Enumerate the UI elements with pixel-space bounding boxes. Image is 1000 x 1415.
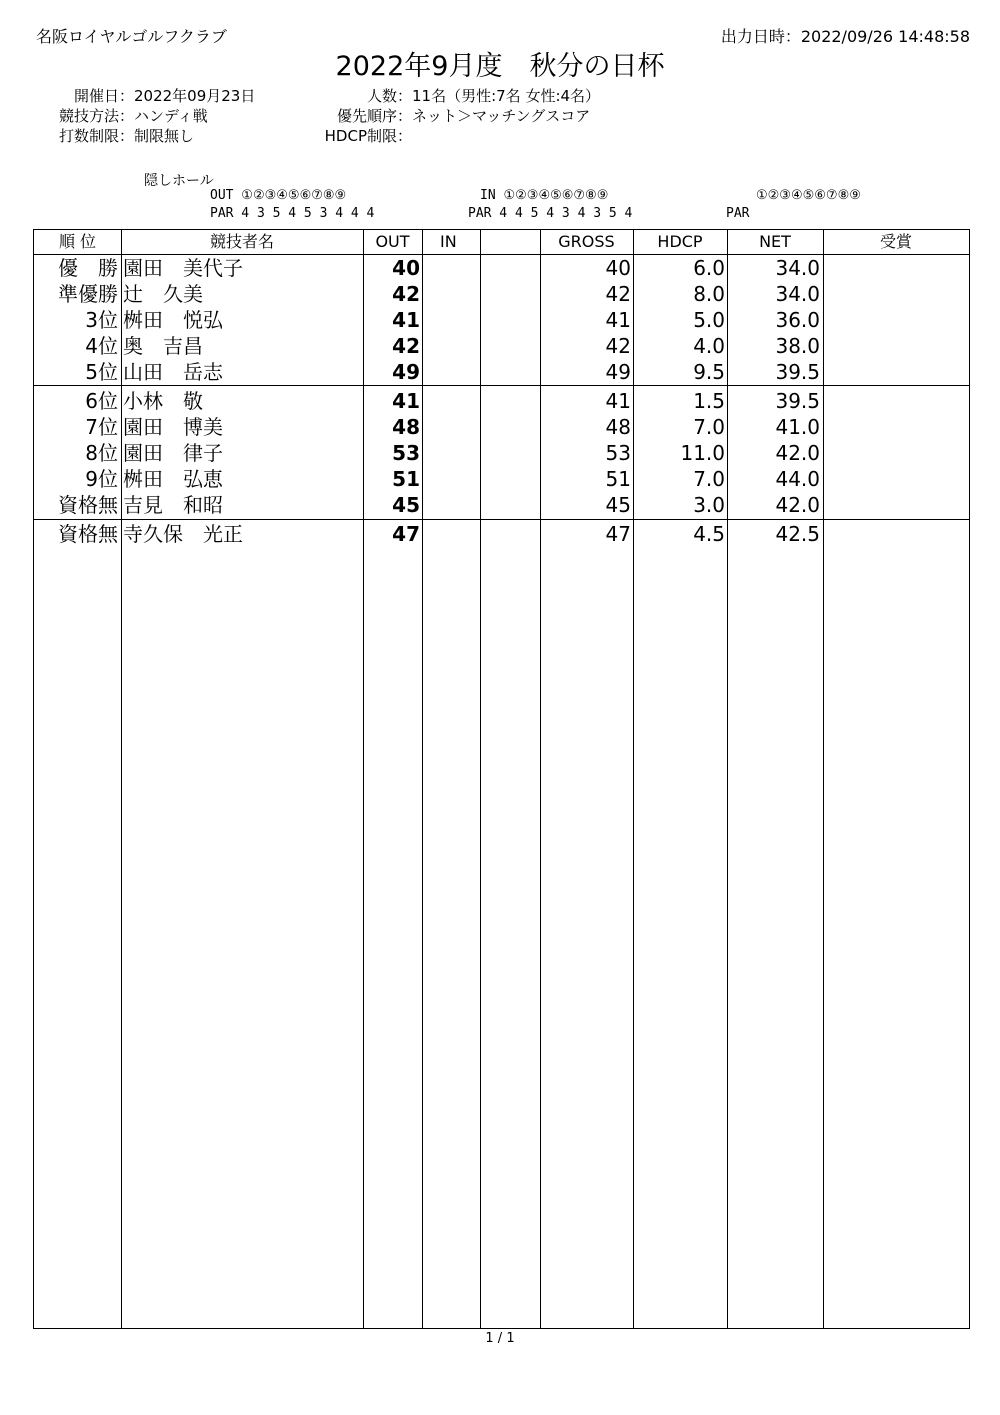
cell-net: 36.0 xyxy=(775,308,820,332)
cell-hdcp: 5.0 xyxy=(693,308,725,332)
method-value: ハンディ戦 xyxy=(134,107,208,125)
page-number: 1 / 1 xyxy=(485,1331,515,1346)
table-row xyxy=(34,492,969,518)
cell-hdcp: 4.0 xyxy=(693,334,725,358)
cell-net: 39.5 xyxy=(775,360,820,384)
cell-hdcp: 11.0 xyxy=(680,441,725,465)
table-row xyxy=(34,281,969,307)
cell-name: 桝田 弘恵 xyxy=(123,467,223,491)
cell-net: 34.0 xyxy=(775,256,820,280)
cell-gross: 40 xyxy=(605,256,631,280)
cell-net: 41.0 xyxy=(775,415,820,439)
cell-gross: 47 xyxy=(605,522,631,546)
cell-hdcp: 7.0 xyxy=(693,415,725,439)
table-row xyxy=(34,388,969,414)
cell-out: 45 xyxy=(392,493,420,517)
cell-rank: 資格無 xyxy=(58,493,118,517)
cell-rank: 7位 xyxy=(85,415,118,439)
players-label: 人数： xyxy=(366,87,412,105)
hidden-holes-label: 隠しホール xyxy=(144,173,214,189)
cell-rank: 3位 xyxy=(85,308,118,332)
header-hdcp: HDCP xyxy=(657,232,703,251)
header-net: NET xyxy=(759,232,791,251)
cell-out: 41 xyxy=(392,308,420,332)
table-row xyxy=(34,466,969,492)
players-value: 11名（男性:7名 女性:4名） xyxy=(412,87,601,105)
cell-out: 47 xyxy=(392,522,420,546)
table-row xyxy=(34,307,969,333)
out-holes: OUT ①②③④⑤⑥⑦⑧⑨ xyxy=(210,188,347,203)
cell-name: 山田 岳志 xyxy=(123,360,223,384)
cell-hdcp: 4.5 xyxy=(693,522,725,546)
cell-hdcp: 1.5 xyxy=(693,389,725,413)
table-row xyxy=(34,414,969,440)
printed-timestamp: 出力日時：2022/09/26 14:48:58 xyxy=(720,27,970,46)
cell-name: 園田 律子 xyxy=(123,441,223,465)
cell-gross: 49 xyxy=(605,360,631,384)
cell-net: 44.0 xyxy=(775,467,820,491)
cell-hdcp: 3.0 xyxy=(693,493,725,517)
table-row xyxy=(34,333,969,359)
cell-net: 42.0 xyxy=(775,441,820,465)
cell-name: 奥 吉昌 xyxy=(123,334,203,358)
cell-rank: 5位 xyxy=(85,360,118,384)
cell-out: 40 xyxy=(392,256,420,280)
results-table xyxy=(33,229,970,1329)
cell-gross: 41 xyxy=(605,308,631,332)
cell-rank: 6位 xyxy=(85,389,118,413)
cell-name: 寺久保 光正 xyxy=(123,522,243,546)
cell-name: 桝田 悦弘 xyxy=(123,308,223,332)
cell-out: 48 xyxy=(392,415,420,439)
cell-gross: 41 xyxy=(605,389,631,413)
cell-out: 49 xyxy=(392,360,420,384)
cell-rank: 準優勝 xyxy=(58,282,118,306)
cell-net: 42.5 xyxy=(775,522,820,546)
header-blank xyxy=(480,230,540,254)
cell-name: 園田 美代子 xyxy=(123,256,243,280)
cell-name: 園田 博美 xyxy=(123,415,223,439)
extra-par: PAR xyxy=(726,206,750,221)
header-in: IN xyxy=(440,232,457,251)
in-holes: IN ①②③④⑤⑥⑦⑧⑨ xyxy=(480,188,609,203)
out-par: PAR 4 3 5 4 5 3 4 4 4 xyxy=(210,206,375,221)
cell-gross: 51 xyxy=(605,467,631,491)
cell-hdcp: 8.0 xyxy=(693,282,725,306)
cell-out: 51 xyxy=(392,467,420,491)
table-row xyxy=(34,359,969,385)
info-right xyxy=(300,86,600,146)
cell-rank: 優 勝 xyxy=(58,256,118,280)
cell-gross: 45 xyxy=(605,493,631,517)
cell-out: 42 xyxy=(392,282,420,306)
cell-rank: 4位 xyxy=(85,334,118,358)
cell-net: 42.0 xyxy=(775,493,820,517)
cell-rank: 資格無 xyxy=(58,522,118,546)
priority-label: 優先順序： xyxy=(336,107,412,125)
date-value: 2022年09月23日 xyxy=(134,87,256,105)
header-out: OUT xyxy=(375,232,410,251)
cell-hdcp: 6.0 xyxy=(693,256,725,280)
header-gross: GROSS xyxy=(558,232,615,251)
table-row xyxy=(34,255,969,281)
extra-holes: ①②③④⑤⑥⑦⑧⑨ xyxy=(756,188,861,203)
hdcp-limit-label: HDCP制限： xyxy=(324,127,412,145)
cell-gross: 42 xyxy=(605,334,631,358)
cell-net: 34.0 xyxy=(775,282,820,306)
info-left xyxy=(36,86,255,146)
page-title: 2022年9月度 秋分の日杯 xyxy=(335,51,665,82)
cell-hdcp: 9.5 xyxy=(693,360,725,384)
date-label: 開催日： xyxy=(73,87,134,105)
cell-rank: 8位 xyxy=(85,441,118,465)
cell-gross: 42 xyxy=(605,282,631,306)
priority-value: ネット＞マッチングスコア xyxy=(412,107,591,125)
cell-net: 38.0 xyxy=(775,334,820,358)
header-rank: 順 位 xyxy=(58,232,97,251)
header-name: 競技者名 xyxy=(209,232,274,251)
cell-out: 41 xyxy=(392,389,420,413)
club-name: 名阪ロイヤルゴルフクラブ xyxy=(36,27,227,46)
cell-out: 42 xyxy=(392,334,420,358)
cell-hdcp: 7.0 xyxy=(693,467,725,491)
cell-name: 小林 敬 xyxy=(123,389,203,413)
header-award: 受賞 xyxy=(879,232,912,251)
cell-name: 吉見 和昭 xyxy=(123,493,223,517)
table-row xyxy=(34,440,969,466)
cell-gross: 48 xyxy=(605,415,631,439)
cell-name: 辻 久美 xyxy=(123,282,203,306)
cell-gross: 53 xyxy=(605,441,631,465)
in-par: PAR 4 4 5 4 3 4 3 5 4 xyxy=(468,206,633,221)
table-row xyxy=(34,521,969,547)
cell-out: 53 xyxy=(392,441,420,465)
cell-net: 39.5 xyxy=(775,389,820,413)
cell-rank: 9位 xyxy=(85,467,118,491)
stroke-limit-label: 打数制限： xyxy=(58,127,134,145)
method-label: 競技方法： xyxy=(58,107,134,125)
stroke-limit-value: 制限無し xyxy=(134,127,195,145)
